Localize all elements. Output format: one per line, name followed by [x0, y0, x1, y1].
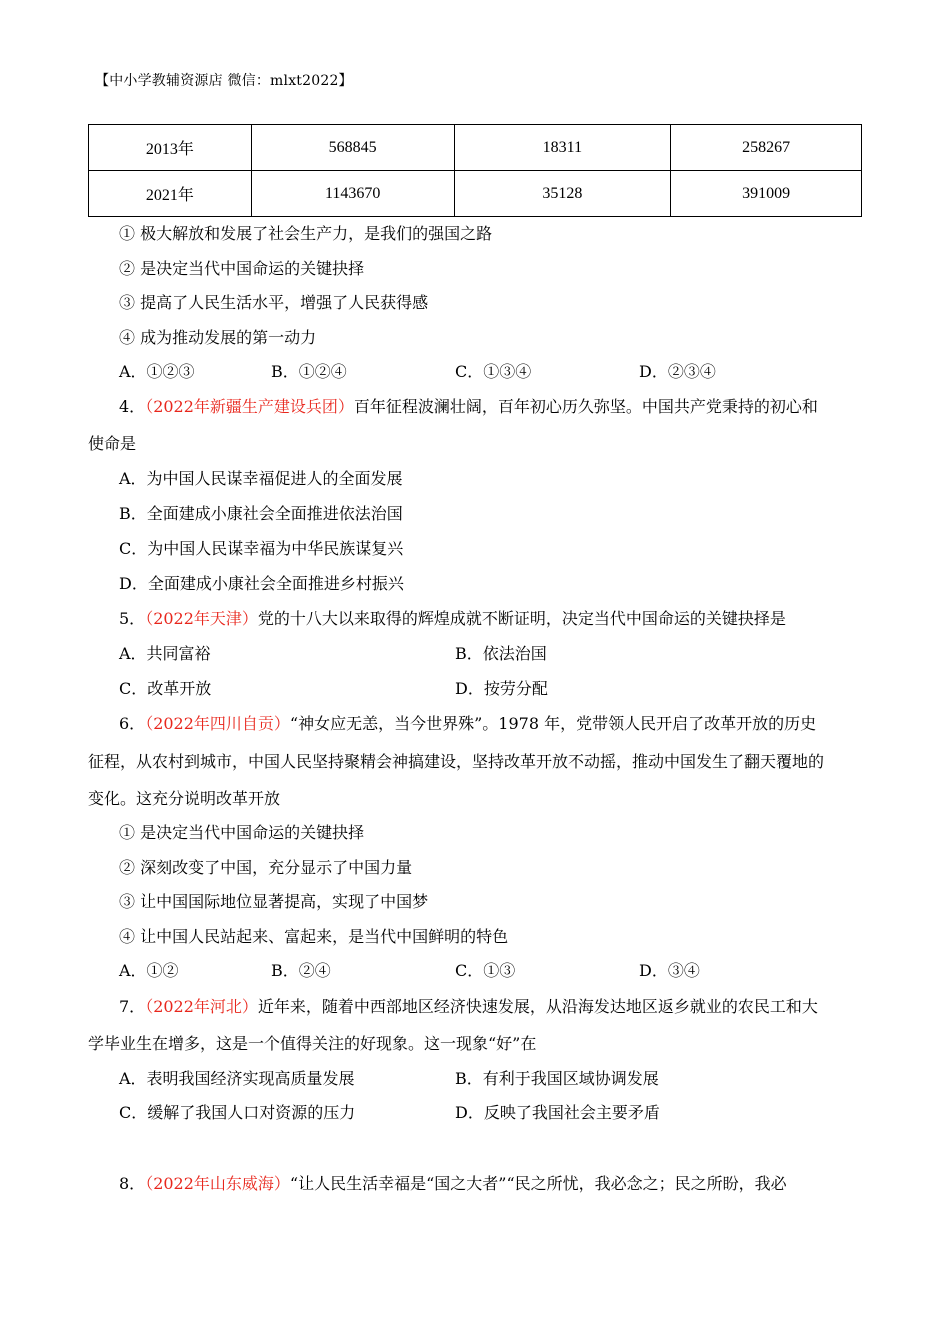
q4-option-c: C．为中国人民谋幸福为中华民族谋复兴	[119, 539, 404, 558]
q3-statement-2: ② 是决定当代中国命运的关键抉择	[119, 259, 365, 278]
q7-option-b: B．有利于我国区域协调发展	[455, 1069, 659, 1088]
q4-option-d: D．全面建成小康社会全面推进乡村振兴	[119, 574, 404, 593]
q3-statement-1: ① 极大解放和发展了社会生产力，是我们的强国之路	[119, 224, 493, 243]
q6-option-b: B．②④	[271, 961, 331, 980]
q6-stem-cont-2: 变化。这充分说明改革开放	[88, 789, 281, 808]
q7-stem	[119, 997, 818, 1017]
table-cell: 258267	[671, 125, 862, 171]
q7-stem-cont: 学毕业生在增多，这是一个值得关注的好现象。这一现象“好”在	[88, 1034, 537, 1053]
q5-option-d: D．按劳分配	[455, 679, 548, 698]
q6-statement-4: ④ 让中国人民站起来、富起来，是当代中国鲜明的特色	[119, 927, 509, 946]
table-cell: 35128	[454, 171, 671, 217]
q6-statement-1: ① 是决定当代中国命运的关键抉择	[119, 823, 365, 842]
q5-option-a: A．共同富裕	[119, 644, 211, 663]
q5-option-c: C．改革开放	[119, 679, 212, 698]
q4-option-b: B．全面建成小康社会全面推进依法治国	[119, 504, 403, 523]
data-table	[88, 124, 862, 217]
q5-stem	[119, 609, 786, 629]
question-source: （2022年河北）	[145, 997, 258, 1016]
table-cell: 391009	[671, 171, 862, 217]
q6-statement-2: ② 深刻改变了中国，充分显示了中国力量	[119, 858, 413, 877]
question-text: “神女应无恙，当今世界殊”。1978 年，党带领人民开启了改革开放的历史	[289, 714, 817, 733]
q3-option-a: A．①②③	[119, 362, 195, 381]
table-row	[89, 171, 862, 217]
question-number: 7．	[119, 997, 146, 1016]
table-row	[89, 125, 862, 171]
q3-option-b: B．①②④	[271, 362, 347, 381]
q8-stem	[119, 1174, 787, 1194]
q5-option-b: B．依法治国	[455, 644, 547, 663]
q4-stem-cont: 使命是	[88, 434, 137, 453]
table-cell: 1143670	[251, 171, 454, 217]
question-text: 百年征程波澜壮阔，百年初心历久弥坚。中国共产党秉持的初心和	[353, 397, 818, 416]
q6-option-c: C．①③	[455, 961, 516, 980]
question-source: （2022年山东威海）	[145, 1174, 290, 1193]
question-number: 6．	[119, 714, 146, 733]
table-cell: 2013年	[89, 125, 252, 171]
q7-option-a: A．表明我国经济实现高质量发展	[119, 1069, 355, 1088]
question-text: 党的十八大以来取得的辉煌成就不断证明，决定当代中国命运的关键抉择是	[257, 609, 786, 628]
question-number: 5．	[119, 609, 146, 628]
question-source: （2022年天津）	[145, 609, 258, 628]
q4-option-a: A．为中国人民谋幸福促进人的全面发展	[119, 469, 403, 488]
q7-option-c: C．缓解了我国人口对资源的压力	[119, 1103, 356, 1122]
q6-option-a: A．①②	[119, 961, 179, 980]
question-source: （2022年四川自贡）	[145, 714, 290, 733]
question-number: 8．	[119, 1174, 146, 1193]
q3-statement-4: ④ 成为推动发展的第一动力	[119, 328, 317, 347]
question-source: （2022年新疆生产建设兵团）	[145, 397, 354, 416]
q4-stem	[119, 397, 818, 417]
question-number: 4．	[119, 397, 146, 416]
q7-option-d: D．反映了我国社会主要矛盾	[455, 1103, 660, 1122]
table-cell: 18311	[454, 125, 671, 171]
q6-stem	[119, 714, 816, 734]
page-header: 【中小学教辅资源店 微信：mlxt2022】	[95, 73, 353, 89]
question-text: 近年来，随着中西部地区经济快速发展，从沿海发达地区返乡就业的农民工和大	[257, 997, 818, 1016]
table-cell: 568845	[251, 125, 454, 171]
q3-option-c: C．①③④	[455, 362, 532, 381]
q6-statement-3: ③ 让中国国际地位显著提高，实现了中国梦	[119, 892, 429, 911]
table-cell: 2021年	[89, 171, 252, 217]
question-text: “让人民生活幸福是“国之大者”“民之所忧，我必念之；民之所盼，我必	[289, 1174, 787, 1193]
q6-option-d: D．③④	[639, 961, 700, 980]
q3-statement-3: ③ 提高了人民生活水平，增强了人民获得感	[119, 293, 429, 312]
q6-stem-cont-1: 征程，从农村到城市，中国人民坚持聚精会神搞建设，坚持改革开放不动摇，推动中国发生了翻天覆地的	[88, 752, 825, 771]
q3-option-d: D．②③④	[639, 362, 716, 381]
